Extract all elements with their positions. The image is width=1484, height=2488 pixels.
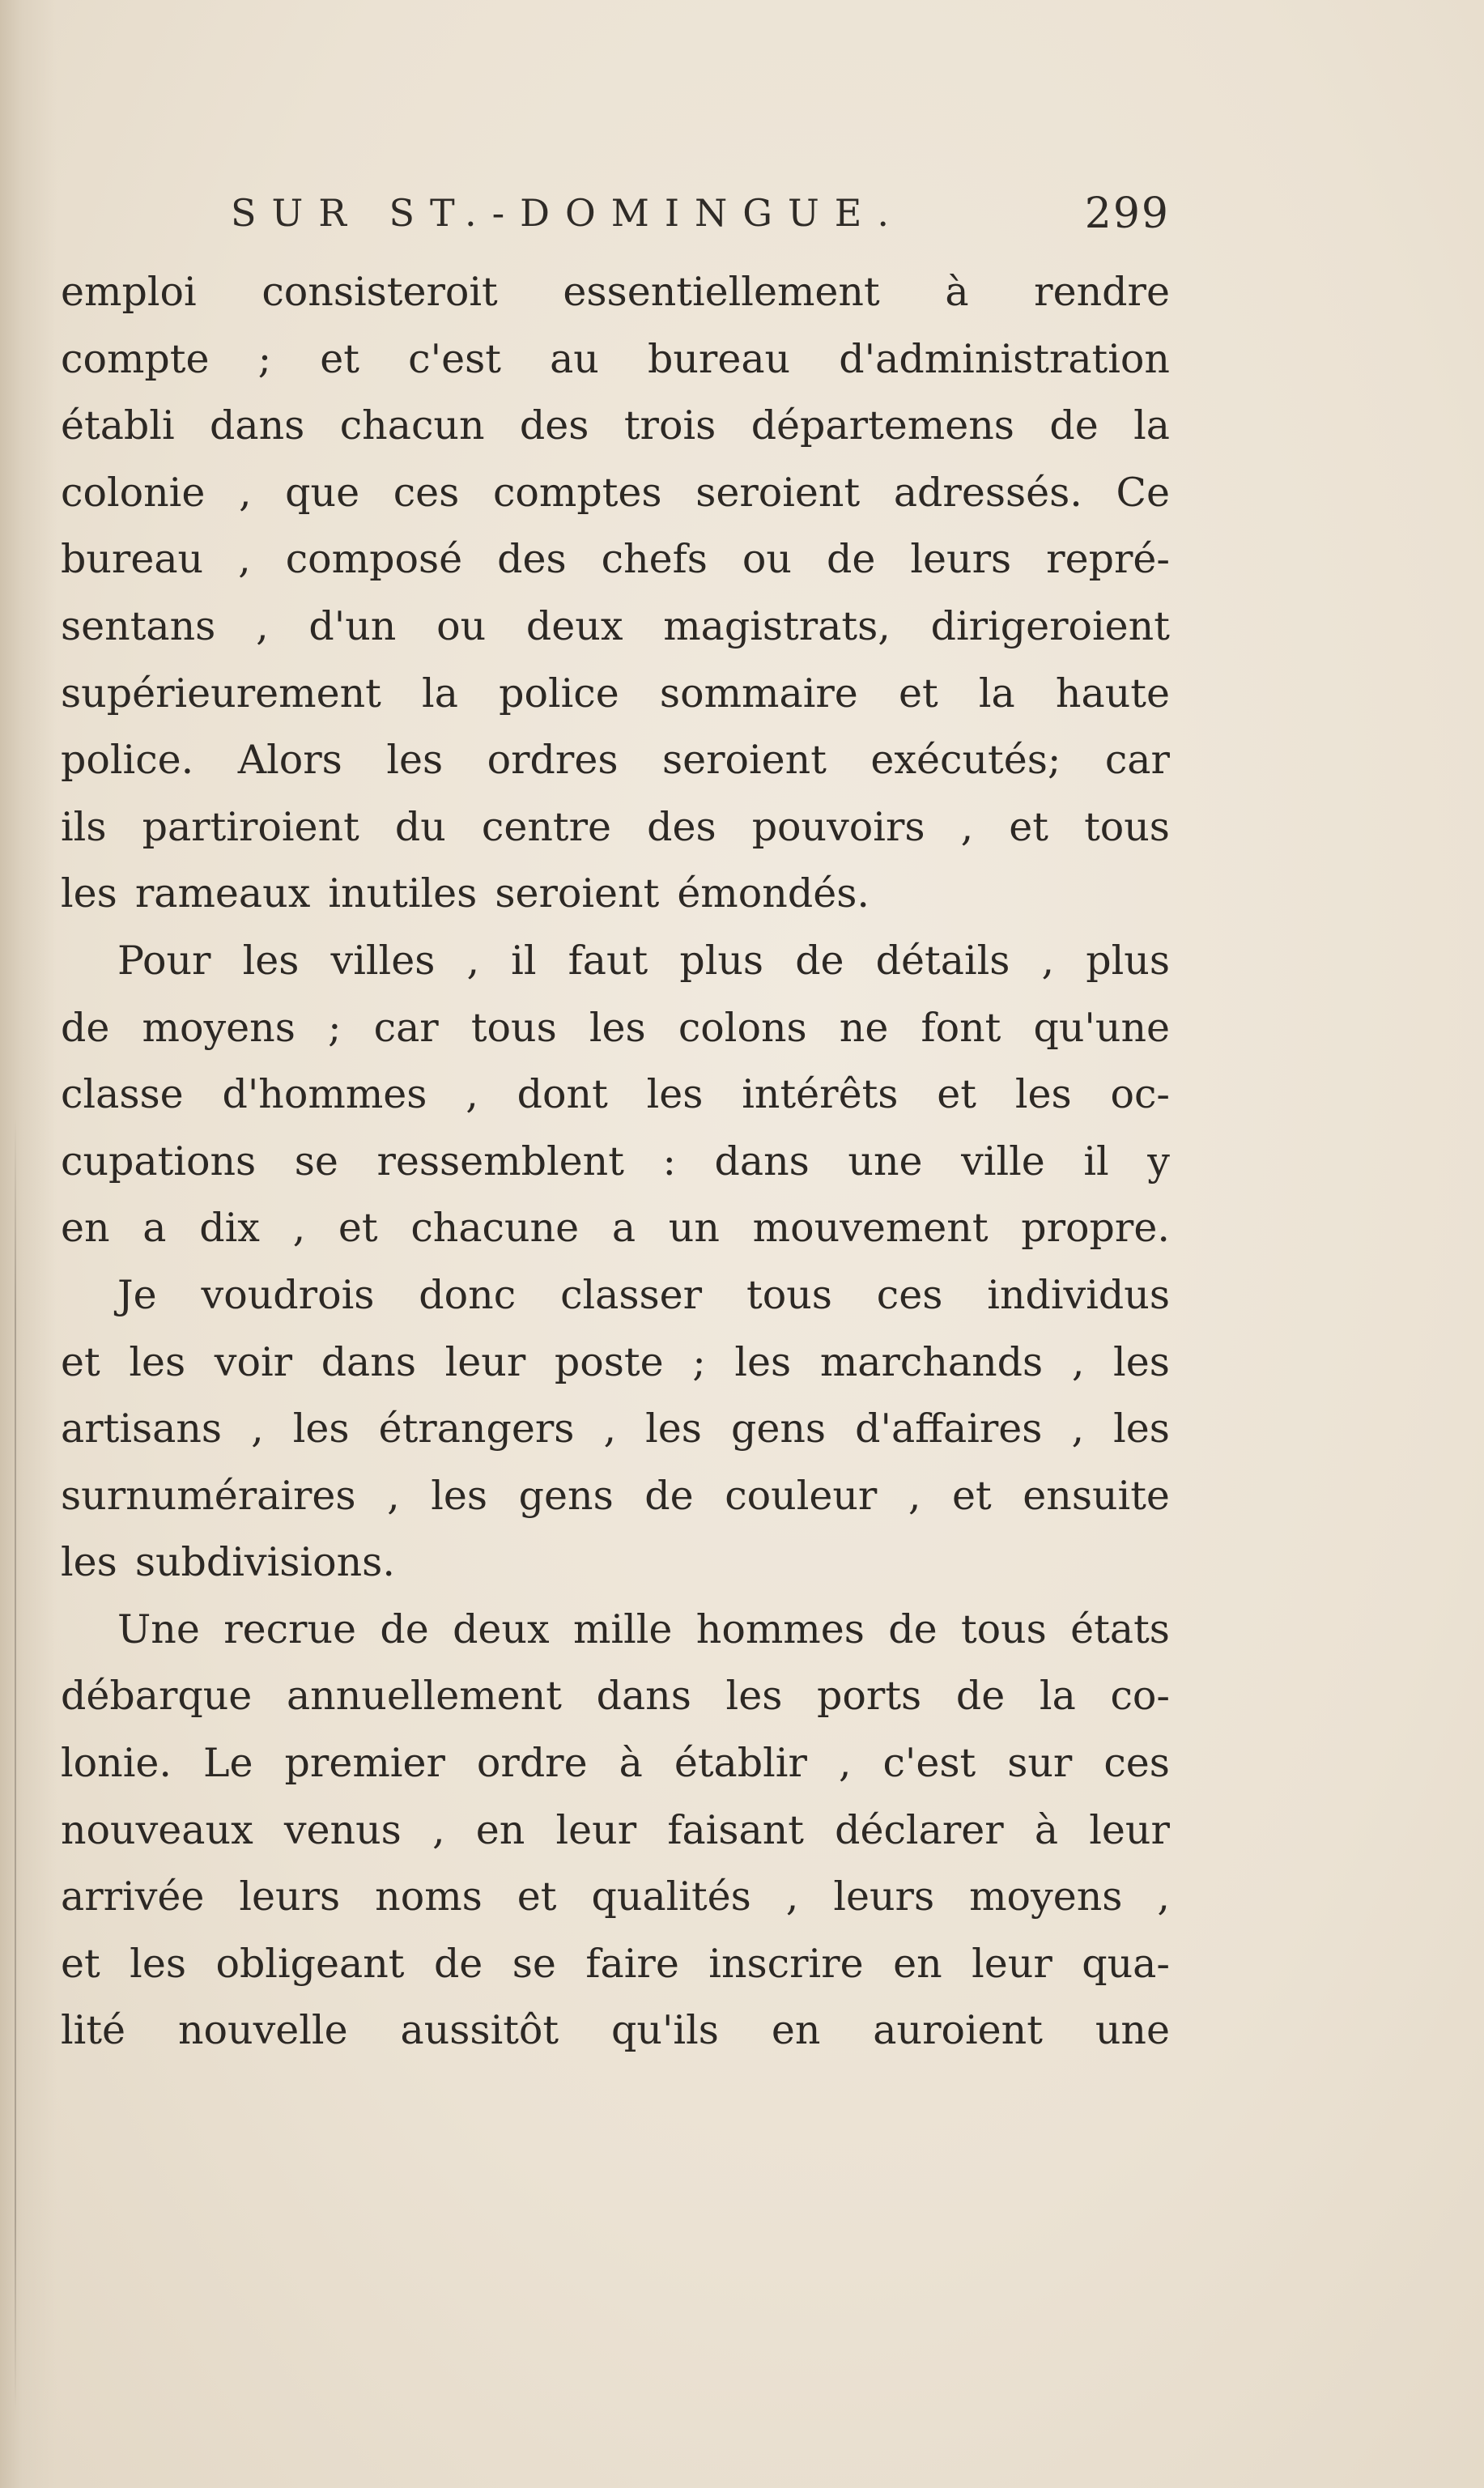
text-line: nouveaux venus , en leur faisant déclarer à leur (61, 1806, 1170, 1853)
text-line: Pour les villes , il faut plus de détails , plus (117, 937, 1170, 984)
text-line: débarque annuellement dans les ports de la co- (61, 1673, 1170, 1720)
text-line: bureau , composé des chefs ou de leurs repré- (61, 536, 1170, 583)
page-gutter-shadow (0, 0, 57, 2488)
text-line: supérieurement la police sommaire et la haute (61, 670, 1170, 717)
text-line: ils partiroient du centre des pouvoirs , et tous (61, 803, 1170, 850)
text-line: lonie. Le premier ordre à établir , c'est sur ces (61, 1740, 1170, 1787)
text-line: compte ; et c'est au bureau d'administration (61, 335, 1170, 382)
text-line: classe d'hommes , dont les intérêts et les oc- (61, 1071, 1170, 1118)
text-line: de moyens ; car tous les colons ne font qu'une (61, 1004, 1170, 1051)
text-line: et les obligeant de se faire inscrire en leur qua- (61, 1940, 1170, 1987)
text-line: arrivée leurs noms et qualités , leurs moyens , (61, 1873, 1170, 1920)
text-line: police. Alors les ordres seroient exécutés; car (61, 737, 1170, 784)
text-line: surnuméraires , les gens de couleur , et ensuite (61, 1472, 1170, 1519)
text-line: Une recrue de deux mille hommes de tous états (117, 1606, 1170, 1652)
text-line: les subdivisions. (61, 1539, 395, 1586)
text-line: les rameaux inutiles seroient émondés. (61, 870, 870, 917)
text-line: et les voir dans leur poste ; les marchands , les (61, 1338, 1170, 1385)
body-text (61, 259, 1170, 2065)
text-line: sentans , d'un ou deux magistrats, dirigeroient (61, 602, 1170, 649)
text-line: en a dix , et chacune a un mouvement propre. (61, 1205, 1170, 1252)
text-line: artisans , les étrangers , les gens d'affaires , les (61, 1406, 1170, 1452)
running-head (231, 185, 1170, 249)
text-line: établi dans chacun des trois départemens de la (61, 402, 1170, 449)
running-head-title: SUR ST.-DOMINGUE. (231, 191, 904, 235)
text-line: Je voudrois donc classer tous ces individus (117, 1271, 1170, 1318)
text-line: lité nouvelle aussitôt qu'ils en auroient une (61, 2007, 1170, 2054)
page-gutter-line (15, 1117, 16, 2413)
page-number: 299 (1084, 189, 1170, 238)
text-line: emploi consisteroit essentiellement à rendre (61, 269, 1170, 315)
text-line: cupations se ressemblent : dans une ville il y (61, 1138, 1170, 1184)
text-line: colonie , que ces comptes seroient adressés. Ce (61, 469, 1170, 516)
